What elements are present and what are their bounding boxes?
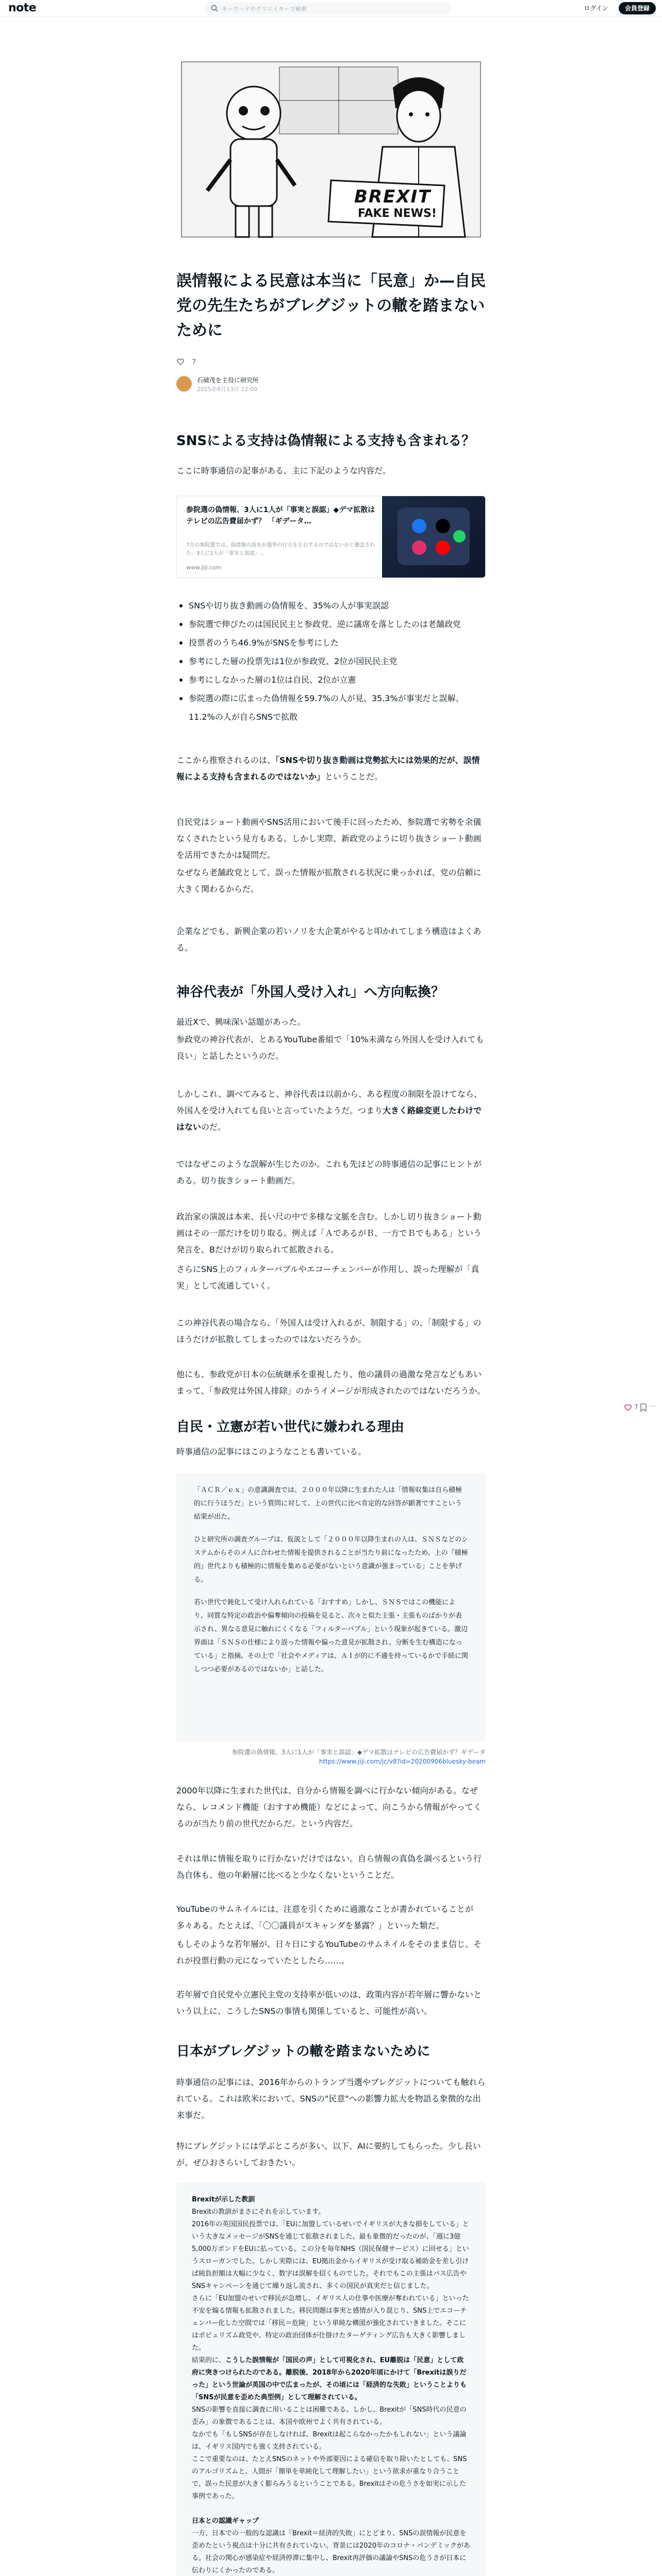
blockquote — [176, 1473, 486, 1741]
box-heading: 日本との認識ギャップ — [192, 2517, 259, 2525]
text-run: ということだ。 — [325, 772, 383, 782]
paragraph: 自民党はショート動画やSNS活用において後手に回ったため、参院選で劣勢を余儀なくされたという見方もある。しかし実際、新政党のように切り抜きショート動画を活用できたかは疑問だ。 — [176, 817, 482, 860]
link-card[interactable] — [176, 496, 486, 578]
box-heading: Brexitが示した教訓 — [192, 2196, 255, 2204]
text-run: ここから推察されるのは、 — [176, 755, 276, 765]
quote-paragraph: 「ＡＣＲ／ｅｘ」の意識調査では、２０００年以降に生まれた人は「情報収集は自ら積極的に行うほうだ」という質問に対して、上の世代に比べ肯定的な回答が顕著ですこという結果が出た。 — [194, 1486, 462, 1521]
heart-icon[interactable] — [176, 358, 185, 366]
box-paragraph: さらに「EU加盟のせいで移民が急増し、イギリス人の仕事や医療が奪われている」といった不安を煽る情報も拡散されました。移民問題は事実と感情が入り混じり、SNS上でエコーチェンバー化した空間では「移民＝危険」という単純な構図が強化されていきました。そこにはポピュリズム政党や、特定の政治団体が仕掛けたターゲティング広告も大きく影響しました。 — [192, 2295, 469, 2352]
text-run: 結果的に、 — [192, 2357, 226, 2364]
paragraph: 他にも、参政党が日本の伝統継承を重視したり、他の議員の過激な発言などもあいまって、「参政党は外国人排除」のかうイメージが形成されたのではないだろうか。 — [176, 1369, 486, 1396]
box-paragraph — [192, 2354, 470, 2404]
quote-paragraph: ひと研究所の調査グループは、仮説として「２０００年以降生まれの人は、ＳＮＳなどのシステムからそのメ人に合わせた情報を提供されることが当たり前になったため、上の『積極的』世代よりも積極的に情報を集める必要がないという意識が強まっている」ことを挙げる。 — [194, 1536, 468, 1584]
paragraph — [176, 752, 486, 785]
paragraph — [176, 1086, 486, 1136]
bookmark-icon[interactable] — [640, 1403, 647, 1412]
box-paragraph: Brexitの教訓がまさにそれを示しています。 — [192, 2208, 325, 2216]
author-name[interactable]: 石破茂を主役に研究所 — [197, 377, 259, 384]
hero-image — [176, 57, 486, 242]
paragraph: 時事通信の記事には、2016年からのトランプ当選やブレグジットについても触れられている。これは欧米において、SNSの"民意"への影響力拡大を物語る象徴的な出来事だ。 — [176, 2077, 486, 2120]
caption-link[interactable]: https://www.jiji.com/jc/v8?id=20200906bluesky-beam — [319, 1758, 486, 1765]
hero-sign-text-1: BREXIT — [354, 187, 432, 207]
list-item: 参考にしなかった層の1位は自民、2位が立憲 — [176, 671, 486, 689]
paragraph: YouTubeのサムネイルには、注意を引くために過激なことが書かれていることが多々ある。たとえば、「〇〇議員がスキャンダを暴露？」といった類だ。 — [176, 1904, 473, 1930]
card-url: www.jiji.com — [186, 564, 222, 571]
search-icon — [210, 4, 219, 12]
search-input[interactable] — [204, 2, 452, 14]
text-run: のだ。 — [201, 1122, 226, 1132]
section-heading: SNSによる支持は偽情報による支持も含まれる？ — [176, 433, 475, 449]
paragraph: ではなぜこのような誤解が生じたのか。これも先ほどの時事通信の記事にヒントがある。切り抜きショート動画だ。 — [176, 1159, 482, 1185]
list-item: 参考にした層の投票先は1位が参政党、2位が国民民主党 — [176, 652, 486, 671]
paragraph: 参政党の神谷代表が、とあるYouTube番組で「10%未満なら外国人を受け入れても良い」と話したというのだ。 — [176, 1035, 484, 1061]
paragraph: なぜなら老舗政党として、誤った情報が拡散される状況に乗っかれば、党の信頼に大きく関わるからだ。 — [176, 868, 482, 894]
section-heading: 自民・立憲が若い世代に嫌われる理由 — [176, 1419, 405, 1435]
card-title: 参院選の偽情報、3人に1人が「事実と誤認」◆デマ拡散はテレビの広告費届かず？ 「ギデータ… — [186, 506, 375, 526]
box-paragraph: なかでも「もしSNSが存在しなければ、Brexitは起こらなかったかもしれない」という議論は、イギリス国内でも強く支持されている。 — [192, 2431, 467, 2451]
paragraph: 2000年以降に生まれた世代は、自分から情報を調べに行かない傾向がある。なぜなら、レコメンド機能（おすすめ機能）などによって、向こうから情報がやってくるのが当たり前の世代だからだ。という内容だ。 — [176, 1786, 482, 1828]
quote-paragraph: 若い世代で鈍化して受け入れられている「おすすめ」しかし、ＳＮＳではこの機能により、同質な特定の政治や偏奪傾向の投稿を見ると、次々と似た主張・主張ものばかりが表示され、異なる意見に触れにくくなる「フィルターバブル」という現象が起きている。激辺界面は「ＳＮＳの仕様により誤った情報や偏った意見が拡散され、分断を生む構造になっている」と指摘。その上で「社会やメディアは、ＡＩが的に不適を持っているかで手続に関しつつ必要があるのではないか」と話した。 — [194, 1599, 468, 1673]
author-avatar[interactable] — [176, 376, 192, 392]
paragraph: 時事通信の記事にはこのようなことも書いている。 — [176, 1447, 367, 1456]
more-icon[interactable]: ⋯ — [650, 1402, 656, 1410]
paragraph: 若年層で自民党や立憲民主党の支持率が低いのは、政策内容が若年層に響かないという以上に、こうしたSNSの事情も関係していると、可能性が高い。 — [176, 1990, 482, 2016]
text-run-bold: 大きく路線変更したわけではない — [176, 1106, 482, 1132]
box-paragraph: 2016年の英国国民投票では、「EUに加盟しているせいでイギリスが大きな損をしている」という大きなメッセージがSNSを通じて拡散されました。最も象徴的だったのが、「週に3億5,000万ポンドをEUに払っている。この分を毎年NHS（国民保健サービス）に回せる」というスローガンでした。しかし実際には、EU拠出金からイギリスが受け取る補助金を差し引けば純負担額は大幅に少なく、数字は誤解を招くものでした。それでもこの主張はバス広告やSNSキャンペーンを通じて繰り返し流され、多くの国民が真実だと信じました。 — [192, 2221, 469, 2290]
paragraph: それは単に情報を取りに行かないだけではない。自ら情報の真偽を調べるという行為自体も、他の年齢層に比べると少なくないということだ。 — [176, 1854, 482, 1880]
section-heading: 神谷代表が「外国人受け入れ」へ方向転換？ — [176, 985, 445, 1000]
section-heading: 日本がブレグジットの轍を踏まないために — [176, 2044, 431, 2059]
side-like-count: 7 — [634, 1403, 638, 1411]
list-item: 参院選で伸びたのは国民民主と参政党、逆に議席を落としたのは老舗政党 — [176, 615, 486, 634]
note-logo[interactable]: note — [8, 2, 37, 14]
signup-button[interactable]: 会員登録 — [619, 2, 656, 14]
paragraph: 特にブレグジットには学ぶところが多い。以下、AIに要約してもらった。少し長いが、ぜひおさらいしておきたい。 — [176, 2141, 481, 2167]
list-item: SNSや切り抜き動画の偽情報を、35%の人が事実誤認 — [176, 597, 486, 615]
side-actions — [624, 1401, 655, 1414]
text-run-bold: 「SNSや切り抜き動画は党勢拡大には効果的だが、誤情報による支持も含まれるのではないか」 — [176, 755, 480, 782]
paragraph: もしそのような若年層が、日々日にするYouTubeのサムネイルをそのまま信じ、それが投票行動の元になっていたとしたら……。 — [176, 1939, 482, 1965]
paragraph: この神谷代表の場合なら、「外国人は受け入れるが、制限する」の、「制限する」のほうだけが拡散してしまったのではないだろうか。 — [176, 1318, 482, 1344]
text-run: しかしこれ、調べてみると、神谷代表は以前から、ある程度の制限を設けてなら、外国人を受け入れても良いと言っていたようだ。つまり — [176, 1089, 482, 1115]
search-placeholder: キーワードやクリエイターで検索 — [222, 6, 307, 12]
caption-text: 参院選の偽情報、3人に1人が「事実と誤認」◆デマ拡散はテレビの広告費届かず？ギデータ — [231, 1749, 486, 1756]
box-paragraph: 一方、日本での一般的な認識は「Brexit＝経済的失敗」にとどまり、SNSの誤情報が民意を歪めたという視点は十分に共有されていない。背景には2020年のコロナ・パンデミックがある。社会の関心が感染症や経済停滞に集中し、Brexit再評価の議論やSNSの危うさが日本に伝わりにくかったのである。 — [192, 2530, 470, 2574]
box-paragraph: SNSの影響を直接に調査に用いることは困難である。しかし、Brexitが「SNS時代の民意の歪み」の象徴であることは、本国や欧州でよく共有されている。 — [192, 2406, 467, 2426]
quote-caption — [176, 1748, 486, 1766]
site-header — [0, 0, 662, 16]
box-paragraph: ここで重要なのは、たとえSNSのネットや外部要因による確信を取り除いたとしても、SNSのアルゴリズムと、人間が「簡単を単純化して理解したい」という欲求が重なり合うことで、誤った民意が大きく膨らみうるということである。Brexitはその危うさを如実に示した事例であった。 — [192, 2455, 467, 2500]
card-thumbnail — [382, 496, 485, 578]
paragraph: 政治家の演説は本来、長い尺の中で多様な文脈を含む。しかし切り抜きショート動画はその一部だけを切り取る。例えば「ＡであるがＢ、一方でＢでもある」という発言を、Bだけが切り取られて拡散される。 — [176, 1212, 482, 1255]
like-row — [176, 358, 486, 368]
paragraph: さらにSNS上のフィルターバブルやエコーチェンバーが作用し、誤った理解が「真実」として流通していく。 — [176, 1264, 479, 1291]
list-item: 参院選の際に広まった偽情報を59.7%の人が見、35.3%が事実だと誤解、11.2%の人が自らSNSで拡散 — [176, 689, 486, 726]
heart-icon[interactable] — [624, 1403, 632, 1412]
paragraph: 最近Xで、興味深い話題があった。 — [176, 1017, 306, 1027]
article-title: 誤情報による民意は本当に「民意」か—自民党の先生たちがブレグジットの轍を踏まないために — [176, 272, 486, 340]
list-item: 投票者のうち46.9%がSNSを参考にした — [176, 634, 486, 652]
summary-box — [176, 2182, 486, 2576]
bullet-list — [176, 597, 486, 726]
hero-sign-text-2: FAKE NEWS! — [358, 207, 437, 220]
publish-date: 2025年8月13日 12:00 — [197, 386, 258, 393]
like-count: 7 — [192, 359, 196, 366]
paragraph: ここに時事通信の記事がある。主に下記のような内容だ。 — [176, 466, 391, 476]
author-block[interactable] — [176, 374, 486, 395]
login-button[interactable]: ログイン — [584, 5, 608, 12]
text-run-bold: こうした誤情報が「国民の声」として可視化され、EU離脱は「民意」として政府に突きつけられたのである。離脱後、2018年から2020年頃にかけて「Brexitは誤りだった」という世論が英国の中で広まったが、その頃には「経済的な失敗」ということよりも「SNSが民意を歪めた典型例」として理解されている。 — [192, 2357, 467, 2401]
card-description: 7月の参院選では、偽情報の流布が選挙の行方を左右するのではないかと懸念された。3人に1人が「事実と誤認」… — [186, 543, 375, 556]
paragraph: 企業などでも、新興企業の若いノリを大企業がやると叩かれてしまう構造はよくある。 — [176, 926, 482, 953]
